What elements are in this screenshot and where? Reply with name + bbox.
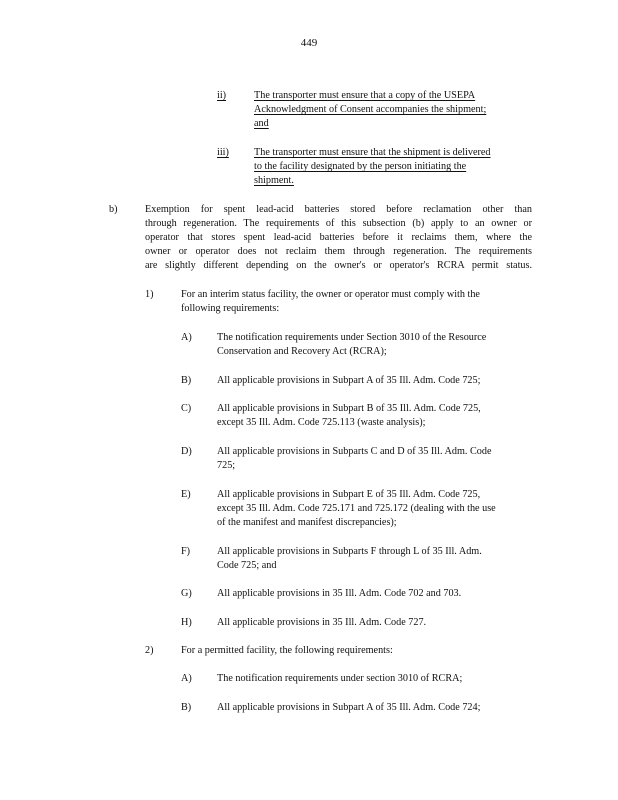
item-1C-line-2: except 35 Ill. Adm. Code 725.113 (waste analysis); xyxy=(217,417,426,428)
item-1C-line-1: All applicable provisions in Subpart B of 35 Ill. Adm. Code 725, xyxy=(217,403,481,414)
item-1G-text xyxy=(217,587,517,601)
item-1E-line-3: of the manifest and manifest discrepancies); xyxy=(217,517,397,528)
item-1G-label: G) xyxy=(181,588,192,599)
item-1B-label: B) xyxy=(181,375,192,386)
item-2-label: 2) xyxy=(145,645,154,656)
item-1D-label: D) xyxy=(181,446,192,457)
item-1-line-2: following requirements: xyxy=(181,303,280,314)
item-1H-line-1: All applicable provisions in 35 Ill. Adm. Code 727. xyxy=(217,617,427,628)
item-2A-label: A) xyxy=(181,673,192,684)
item-2-text xyxy=(181,644,526,658)
item-2B-text xyxy=(217,701,529,715)
item-1D-line-2: 725; xyxy=(217,460,236,471)
item-1G-line-1: All applicable provisions in 35 Ill. Adm. Code 702 and 703. xyxy=(217,588,462,599)
item-2A-text xyxy=(217,672,517,686)
section-b-line-5: are slightly different depending on the owner's or operator's RCRA permit status. xyxy=(145,260,532,271)
item-iii-text xyxy=(254,146,528,188)
section-b-line-2: through regeneration. The requirements of this subsection (b) apply to an owner or xyxy=(145,218,532,229)
section-b-text xyxy=(145,203,532,273)
item-1A-line-2: Conservation and Recovery Act (RCRA); xyxy=(217,346,387,357)
item-2-line-1: For a permitted facility, the following requirements: xyxy=(181,645,393,656)
item-1C-text xyxy=(217,402,528,430)
item-1B-text xyxy=(217,374,529,388)
section-b-line-1: Exemption for spent lead-acid batteries stored before reclamation other than xyxy=(145,204,532,215)
item-1A-label: A) xyxy=(181,332,192,343)
item-2B-line-1: All applicable provisions in Subpart A of 35 Ill. Adm. Code 724; xyxy=(217,702,481,713)
item-iii-label: iii) xyxy=(217,147,229,158)
item-1E-line-2: except 35 Ill. Adm. Code 725.171 and 725.172 (dealing with the use xyxy=(217,503,496,514)
item-1F-line-1: All applicable provisions in Subparts F through L of 35 Ill. Adm. xyxy=(217,546,482,557)
item-1-text xyxy=(181,288,526,316)
item-1H-label: H) xyxy=(181,617,192,628)
item-1-line-1: For an interim status facility, the owner or operator must comply with the xyxy=(181,289,480,300)
item-1C-label: C) xyxy=(181,403,192,414)
item-ii-text xyxy=(254,89,528,131)
item-1-label: 1) xyxy=(145,289,154,300)
item-ii-line-3: and xyxy=(254,118,269,129)
page-number: 449 xyxy=(300,37,318,49)
item-ii-line-1: The transporter must ensure that a copy of the USEPA xyxy=(254,90,476,101)
item-iii-line-2: to the facility designated by the person initiating the xyxy=(254,161,467,172)
item-1F-label: F) xyxy=(181,546,191,557)
item-ii-line-2: Acknowledgment of Consent accompanies the shipment; xyxy=(254,104,487,115)
section-b-line-3: operator that stores spent lead-acid batteries before it reclaims them, where the xyxy=(145,232,532,243)
section-b-label: b) xyxy=(109,204,118,215)
item-1H-text xyxy=(217,616,517,630)
item-1F-line-2: Code 725; and xyxy=(217,560,277,571)
item-1F-text xyxy=(217,545,522,573)
item-2A-line-1: The notification requirements under section 3010 of RCRA; xyxy=(217,673,463,684)
section-b-line-4: owner or operator does not reclaim them through regeneration. The requirements xyxy=(145,246,532,257)
item-1E-line-1: All applicable provisions in Subpart E of 35 Ill. Adm. Code 725, xyxy=(217,489,481,500)
item-1E-text xyxy=(217,488,543,530)
item-1A-text xyxy=(217,331,522,359)
item-1A-line-1: The notification requirements under Section 3010 of the Resource xyxy=(217,332,487,343)
item-iii-line-1: The transporter must ensure that the shipment is delivered xyxy=(254,147,491,158)
item-ii-label: ii) xyxy=(217,90,227,101)
item-1E-label: E) xyxy=(181,489,191,500)
item-1D-line-1: All applicable provisions in Subparts C and D of 35 Ill. Adm. Code xyxy=(217,446,492,457)
item-1B-line-1: All applicable provisions in Subpart A of 35 Ill. Adm. Code 725; xyxy=(217,375,481,386)
item-iii-line-3: shipment. xyxy=(254,175,294,186)
item-2B-label: B) xyxy=(181,702,192,713)
item-1D-text xyxy=(217,445,534,473)
